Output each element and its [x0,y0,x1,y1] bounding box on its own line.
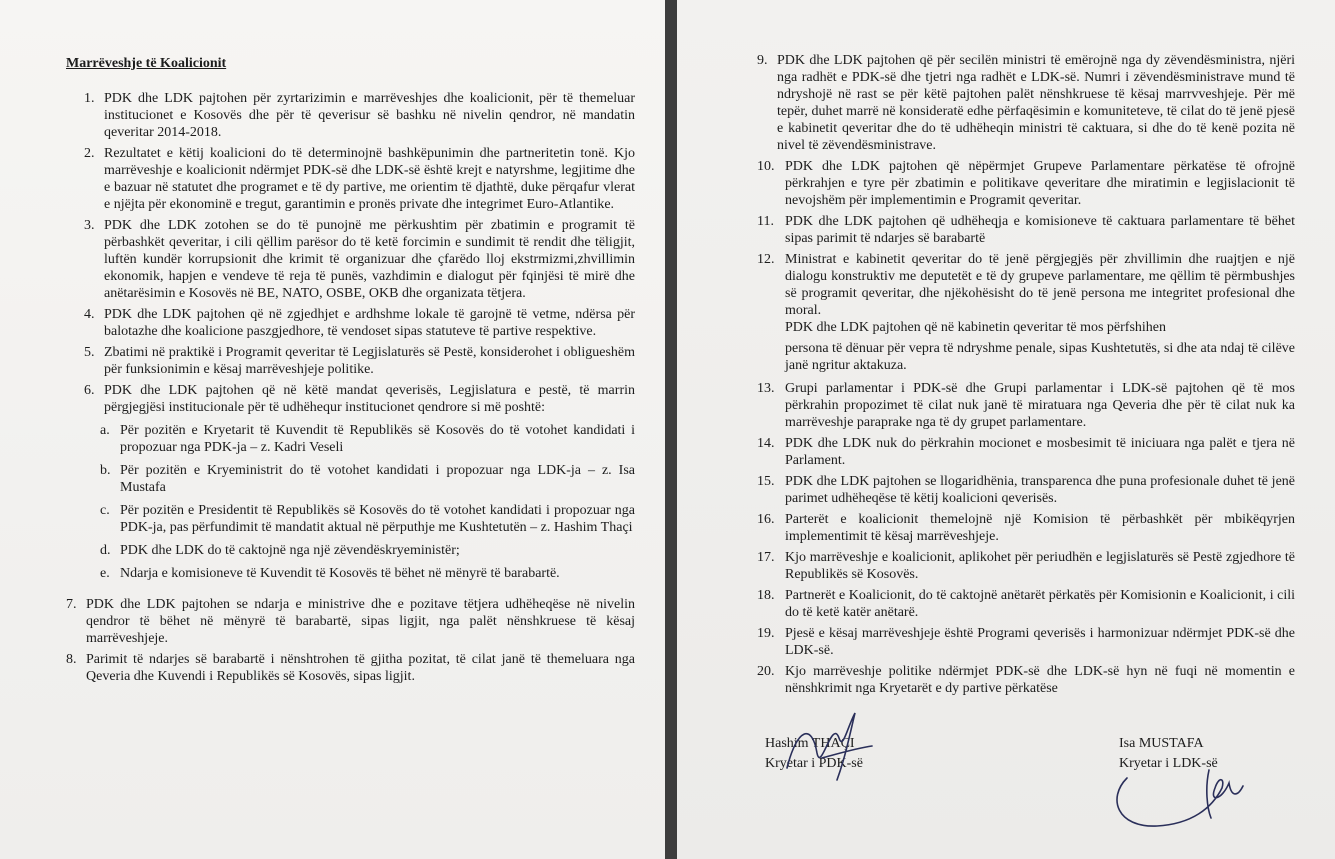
page-gutter [665,0,677,859]
item-number: 15. [757,474,775,489]
list-item [66,217,635,302]
document-title: Marrëveshje të Koalicionit [66,56,227,71]
list-item [757,52,1295,154]
sub-item-letter: c. [100,503,110,518]
signatory-name-left: Hashim THAÇI [765,736,855,751]
sub-item-letter: b. [100,463,111,478]
list-item [757,511,1295,545]
item-number: 12. [757,252,775,267]
sub-list-item [66,502,635,536]
list-item [757,435,1295,469]
item-text: Ministrat e kabinetit qeveritar do të jenë përgjegjës për zhvillimin dhe ruajtjen e një dialogu konstruktiv me deputetët e të dy grupeve parlamentare, me qëllim të përmbushjes së programit qeveritar, dhe njëkohësisht do të jenë persona me integritet profesional dhe moral. [785,252,1295,318]
item-12-addendum-text: persona të dënuar për vepra të ndryshme penale, sipas Kushtetutës, si dhe ata ndaj të cilëve janë ngritur aktakuza. [785,341,1295,373]
item-text: Pjesë e kësaj marrëveshjeje është Programi qeverisës i harmonizuar ndërmjet PDK-së dhe LDK-së. [785,626,1295,658]
list-item [66,344,635,378]
list-item [757,251,1295,319]
item-text: PDK dhe LDK pajtohen për zyrtarizimin e marrëveshjes dhe koalicionit, për të themeluar institucionet e Kosovës dhe për të qeverisur së bashku në nivelin qendror, në mandatin qeveritar 2014-2018. [104,91,635,140]
left-item-list-continued [66,596,635,685]
item-number: 4. [84,307,95,322]
item-number: 17. [757,550,775,565]
sub-list-item [66,422,635,456]
item-number: 3. [84,218,95,233]
list-item [757,625,1295,659]
item-number: 16. [757,512,775,527]
sub-list-item [66,462,635,496]
item-text: Rezultatet e këtij koalicioni do të determinojnë bashkëpunimin dhe partneritetin tonë. Kjo marrëveshje e koalicionit ndërmjet PDK-së dhe LDK-së është krejt e natyrshme, legjitime dhe e bazuar në statutet dhe programet e të dy partive, me orientim të djathtë, duke përqafur vlerat e njëjta për ekonominë e tregut, garantimin e pronës private dhe integrimet Euro-Atlantike. [104,146,635,212]
item-text: PDK dhe LDK nuk do përkrahin mocionet e mosbesimit të iniciuara nga palët e tjera në Parlament. [785,436,1295,468]
sub-list-item [66,565,635,582]
item-text: PDK dhe LDK pajtohen se llogaridhënia, transparenca dhe puna profesionale duhet të jenë parimet udhëheqëse të këtij koalicioni qeverisës. [785,474,1295,506]
list-item [757,380,1295,431]
list-item [66,145,635,213]
item-number: 11. [757,214,774,229]
item-number: 18. [757,588,775,603]
item-number: 9. [757,53,768,68]
sub-item-letter: d. [100,543,111,558]
sub-item-text: PDK dhe LDK do të caktojnë nga një zëvendëskryeministër; [120,543,460,558]
right-item-list-continued [757,380,1295,697]
item-number: 2. [84,146,95,161]
left-item-list [66,90,635,416]
item-text: PDK dhe LDK pajtohen që për secilën ministri të emërojnë nga dy zëvendësministra, njëri nga radhët e PDK-së dhe tjetri nga radhët e LDK-së. Numri i zëvendësministrave mund të ndryshojë në rast se për këtë pajtohen palët nënshkruese të kësaj marrvveshjeje. Për më tepër, duhet marrë në konsideratë edhe përfaqësimin e komuniteteve, të cilat do të jenë pjesë e kabinetit qeveritar dhe do të udhëheqin ministri të caktuara, si dhe do të kenë pozita në nivel të zëvendësministrave. [777,53,1295,153]
signatory-name-right: Isa MUSTAFA [1119,736,1204,751]
item-text: Parterët e koalicionit themelojnë një Komision të përbashkët për mbikëqyrjen implementimit të kësaj marrëveshjeje. [785,512,1295,544]
item-text: PDK dhe LDK pajtohen që në zgjedhjet e ardhshme lokale të garojnë të vetme, ndërsa për balotazhe dhe koalicione paszgjedhore, të vendoset sipas statuteve të partive respektive. [104,307,635,339]
list-item [757,158,1295,209]
item-number: 19. [757,626,775,641]
item-text: Grupi parlamentar i PDK-së dhe Grupi parlamentar i LDK-së pajtohen që të mos përkrahin propozimet të cilat nuk janë të miratuara nga Qeveria dhe për të cilat nuk ka marrëveshje paraprake nga të dy grupet parlamentare. [785,381,1295,430]
item-number: 5. [84,345,95,360]
signature-block [757,728,1295,838]
list-item [757,549,1295,583]
item-number: 7. [66,597,77,612]
list-item [66,306,635,340]
list-item [757,473,1295,507]
signatory-role-right: Kryetar i LDK-së [1119,756,1218,771]
sub-item-letter: a. [100,423,110,438]
left-page [0,0,665,859]
item-number: 1. [84,91,95,106]
list-item [66,651,635,685]
list-item [757,587,1295,621]
item-text: PDK dhe LDK pajtohen që udhëheqja e komisioneve të caktuara parlamentare të bëhet sipas parimit të ndarjes së barabartë [785,214,1295,246]
item-text: PDK dhe LDK pajtohen që në këtë mandat qeverisës, Legjislatura e pestë, të marrin përgjegjësi institucionale për të udhëhequr institucionet qendrore si më poshtë: [104,383,635,415]
item-number: 8. [66,652,77,667]
sub-item-list [66,422,635,582]
list-item [66,596,635,647]
sub-item-text: Ndarja e komisioneve të Kuvendit të Kosovës të bëhet në mënyrë të barabartë. [120,566,560,581]
sub-item-text: Për pozitën e Kryetarit të Kuvendit të Republikës së Kosovës do të votohet kandidati i propozuar nga PDK-ja – z. Kadri Veseli [120,423,635,455]
item-text: Kjo marrëveshje politike ndërmjet PDK-së dhe LDK-së hyn në fuqi në momentin e nënshkrimit nga Kryetarët e dy partive përkatëse [785,664,1295,696]
item-number: 13. [757,381,775,396]
item-text: PDK dhe LDK pajtohen që nëpërmjet Grupeve Parlamentare përkatëse të ofrojnë përkrahjen e tyre për zbatimin e politikave qeveritare dhe miratimin e legjislacionit të nevojshëm për implementimin e Programit qeveritar. [785,159,1295,208]
item-text: Zbatimi në praktikë i Programit qeveritar të Legjislaturës së Pestë, konsiderohet i obligueshëm për funksionimin e kësaj marrëveshjeje politike. [104,345,635,377]
signature-right [1119,734,1218,774]
item-number: 10. [757,159,775,174]
item-text: PDK dhe LDK pajtohen se ndarja e ministrive dhe e pozitave tëtjera udhëheqëse në nivelin qendror të bëhet në mënyrë të barabartë, sipas ligjit, nga palët nënshkruese të kësaj marrëveshjeje. [86,597,635,646]
sub-item-text: Për pozitën e Kryeministrit do të votohet kandidati i propozuar nga LDK-ja – z. Isa Mustafa [120,463,635,495]
item-text: Parimit të ndarjes së barabartë i nënshtrohen të gjitha pozitat, të cilat janë të themeluara nga Qeveria dhe Kuvendi i Republikës së Kosovës, sipas ligjit. [86,652,635,684]
list-item [757,663,1295,697]
item-number: 14. [757,436,775,451]
sub-item-letter: e. [100,566,110,581]
list-item [757,213,1295,247]
item-number: 6. [84,383,95,398]
sub-item-text: Për pozitën e Presidentit të Republikës së Kosovës do të votohet kandidati i propozuar nga PDK-ja, pas përfundimit të mandatit aktual në përputhje me Kushtetutën – z. Hashim Thaçi [120,503,635,535]
item-text: Kjo marrëveshje e koalicionit, aplikohet për periudhën e legjislaturës së Pestë zgjedhore të Republikës së Kosovës. [785,550,1295,582]
signature-left [765,734,863,774]
list-item [66,382,635,416]
item-number: 20. [757,664,775,679]
right-item-list [757,52,1295,319]
item-text: PDK dhe LDK zotohen se do të punojnë me përkushtim për zbatimin e programit të përbashkët qeveritar, i cili qëllim parësor do të ketë forcimin e sundimit të rendit dhe tëligjit, luftën kundër korrupsionit dhe krimit të organizuar dhe çfarëdo lloj ekstrmizmi,zhvillimin ekonomik, hapjen e vendeve të reja të punës, vazhdimin e dialogut për fqinjësi të mirë dhe anëtarësimin e Kosovës në BE, NATO, OSBE, OKB dhe organizata tëtjera. [104,218,635,301]
item-12-addendum-line: PDK dhe LDK pajtohen që në kabinetin qeveritar të mos përfshihen [785,320,1167,335]
item-text: Partnerët e Koalicionit, do të caktojnë anëtarët përkatës për Komisionin e Koalicionit, i cili do të ketë katër anëtarë. [785,588,1295,620]
signatory-role-left: Kryetar i PDK-së [765,756,863,771]
sub-list-item [66,542,635,559]
list-item [66,90,635,141]
